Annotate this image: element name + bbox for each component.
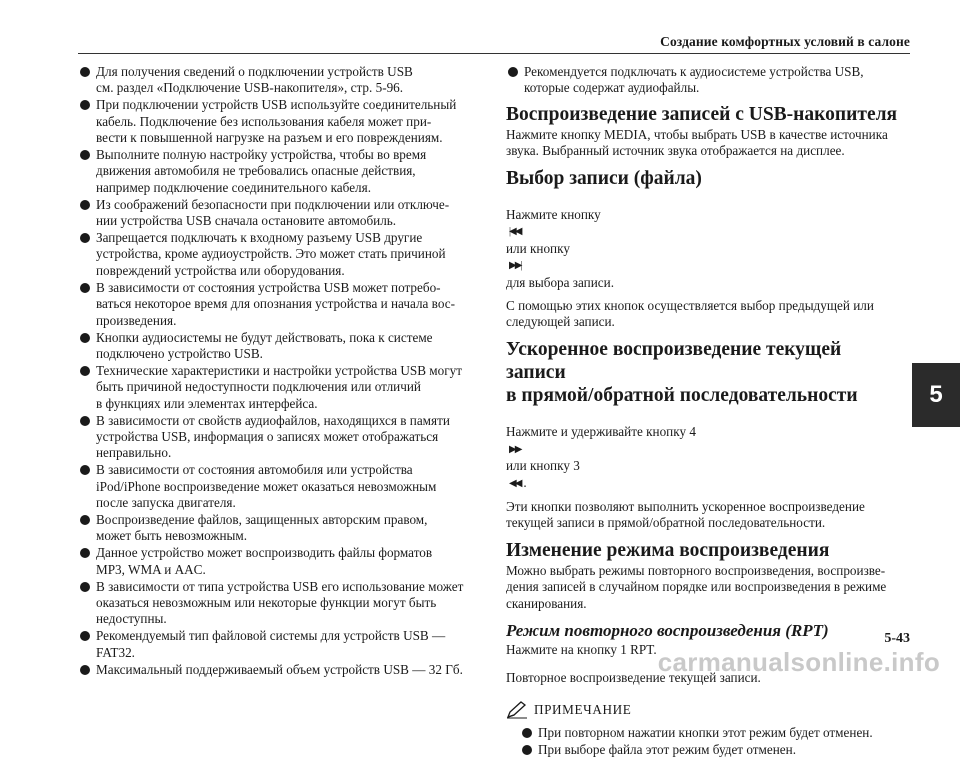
section-heading-play-mode: Изменение режима воспроизведения xyxy=(506,539,830,561)
section-heading-usb-playback: Воспроизведение записей с USB-накопителя xyxy=(506,103,898,125)
section-heading-fast-playback: Ускоренное воспроизведение текущей записи в прямой/обратной последовательности xyxy=(506,338,858,406)
list-item: Для получения сведений о подключении устройств USB см. раздел «Подключение USB-накопителя», стр. 5-96. xyxy=(78,64,482,97)
fast-forward-icon: ▶▶ xyxy=(509,443,521,455)
list-item: Рекомендуемый тип файловой системы для устройств USB — FAT32. xyxy=(78,628,482,661)
rewind-icon: ◀◀ xyxy=(509,477,521,489)
list-item: Максимальный поддерживаемый объем устройств USB — 32 Гб. xyxy=(78,662,482,678)
pencil-note-icon xyxy=(506,701,528,719)
usb-notes-list xyxy=(78,64,482,678)
list-item: Воспроизведение файлов, защищенных авторским правом, может быть невозможным. xyxy=(78,512,482,545)
fast-playback-text-a: Нажмите и удерживайте кнопку 4 xyxy=(506,424,696,440)
track-select-text-a: Нажмите кнопку xyxy=(506,207,601,223)
track-select-text-b: или кнопку xyxy=(506,240,570,256)
section-heading-repeat-mode: Режим повторного воспроизведения (RPT) xyxy=(506,620,829,640)
next-track-icon: ▶▶| xyxy=(509,260,521,272)
fast-playback-instruction: Нажмите и удерживайте кнопку 4 ▶▶ или кнопку 3 ◀◀ . xyxy=(506,408,904,492)
note-label: ПРИМЕЧАНИЕ xyxy=(534,701,632,717)
repeat-mode-instruction: Нажмите на кнопку 1 RPT. xyxy=(506,641,657,657)
section-heading-track-select: Выбор записи (файла) xyxy=(506,167,702,189)
list-item: При подключении устройств USB используйте соединительный кабель. Подключение без использования кабеля может при- вести к повышенной нагрузке на разъем и его повреждениям. xyxy=(78,97,482,146)
note-list xyxy=(506,725,904,758)
usb-recommend-list xyxy=(506,64,904,97)
list-item: Выполните полную настройку устройства, чтобы во время движения автомобиля не требовались опасные действия, например подключение соединительного кабеля. xyxy=(78,147,482,196)
fast-playback-description: Эти кнопки позволяют выполнить ускоренное воспроизведение текущей записи в прямой/обратной последовательности. xyxy=(506,498,865,531)
track-select-instruction xyxy=(506,191,904,291)
header-title: Создание комфортных условий в салоне xyxy=(660,34,910,49)
section-text-usb-playback: Нажмите кнопку MEDIA, чтобы выбрать USB в качестве источника звука. Выбранный источник звука отображается на дисплее. xyxy=(506,126,888,159)
prev-track-icon: |◀◀ xyxy=(509,226,521,238)
fast-playback-text-b: или кнопку 3 xyxy=(506,458,580,474)
list-item: В зависимости от состояния автомобиля или устройства iPod/iPhone воспроизведение может оказаться невозможным после запуска двигателя. xyxy=(78,462,482,511)
list-item: Кнопки аудиосистемы не будут действовать, пока к системе подключено устройство USB. xyxy=(78,330,482,363)
note-header xyxy=(506,701,904,719)
list-item: В зависимости от состояния устройства USB может потребо- ваться некоторое время для опознания устройства и начала вос- произведения. xyxy=(78,280,482,329)
list-item: Технические характеристики и настройки устройства USB могут быть причиной недоступности подключения или отличий в функциях или элементах интерфейса. xyxy=(78,363,482,412)
list-item: Данное устройство может воспроизводить файлы форматов MP3, WMA и AAC. xyxy=(78,545,482,578)
list-item: Рекомендуется подключать к аудиосистеме устройства USB, которые содержат аудиофайлы. xyxy=(506,64,904,97)
watermark: carmanualsonline.info xyxy=(657,647,940,677)
list-item: При выборе файла этот режим будет отменен. xyxy=(506,742,904,758)
header-rule xyxy=(78,53,910,54)
repeat-mode-description: Повторное воспроизведение текущей записи. xyxy=(506,670,761,686)
track-select-description: С помощью этих кнопок осуществляется выбор предыдущей или следующей записи. xyxy=(506,298,874,330)
chapter-tab: 5 xyxy=(912,363,960,427)
track-select-text-c: для выбора записи. xyxy=(506,274,614,290)
list-item: В зависимости от типа устройства USB его использование может оказаться невозможным или некоторые функции могут быть недоступны. xyxy=(78,579,482,628)
list-item: В зависимости от свойств аудиофайлов, находящихся в памяти устройства USB, информация о записях может отображаться неправильно. xyxy=(78,413,482,462)
list-item: Запрещается подключать к входному разъему USB другие устройства, кроме аудиоустройств. Это может стать причиной повреждений устройства или оборудования. xyxy=(78,230,482,279)
list-item: При повторном нажатии кнопки этот режим будет отменен. xyxy=(506,725,904,741)
left-column xyxy=(78,64,482,679)
section-text-play-mode: Можно выбрать режимы повторного воспроизведения, воспроизве- дения записей в случайном порядке или воспроизведения в режиме сканирования. xyxy=(506,562,887,611)
list-item: Из соображений безопасности при подключении или отключе- нии устройства USB сначала остановите автомобиль. xyxy=(78,197,482,230)
page-number: 5-43 xyxy=(884,631,910,646)
